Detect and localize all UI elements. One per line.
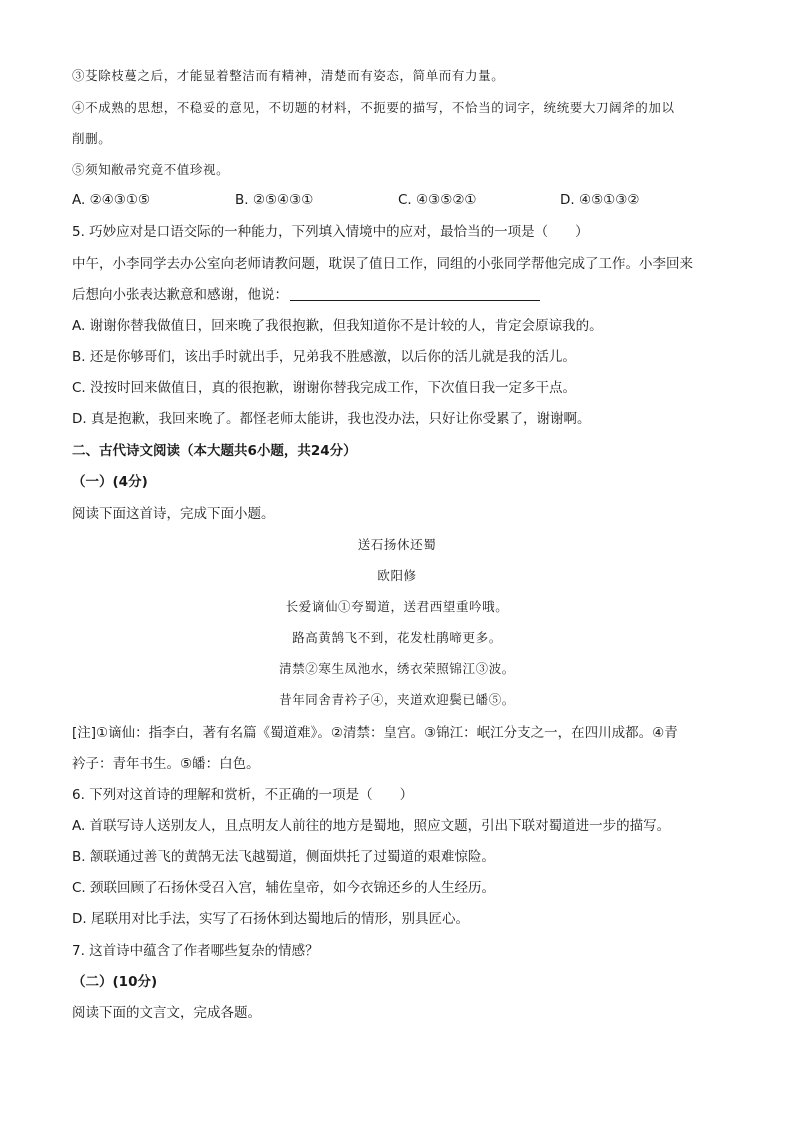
answer-blank [290, 286, 540, 301]
q4-option-c: C. ④③⑤②① [398, 192, 477, 208]
section-2-heading: 二、古代诗文阅读（本大题共6小题，共24分） [72, 443, 357, 459]
q7-stem: 7. 这首诗中蕴含了作者哪些复杂的情感？ [72, 943, 319, 959]
part-2-instruction: 阅读下面的文言文，完成各题。 [72, 1005, 261, 1021]
q6-option-b: B. 颔联通过善飞的黄鹄无法飞越蜀道，侧面烘托了过蜀道的艰难惊险。 [72, 849, 495, 865]
q5-context-line2: 后想向小张表达歉意和感谢，他说： [72, 285, 540, 305]
q4-option-b: B. ②⑤④③① [235, 192, 314, 208]
notes-line2: 衿子：青年书生。⑤皤：白色。 [72, 756, 260, 772]
poem-title: 送石扬休还蜀 [357, 537, 437, 552]
part-1-heading: （一）(4分) [72, 474, 148, 490]
part-2-heading: （二）(10分) [72, 974, 158, 990]
q6-option-a: A. 首联写诗人送别友人，且点明友人前往的地方是蜀地，照应文题，引出下联对蜀道进一步的描写。 [72, 818, 671, 834]
q4-item-3: ③芟除枝蔓之后，才能显着整洁而有精神，清楚而有姿态，简单而有力量。 [72, 68, 505, 83]
q4-item-4-line2: 削删。 [72, 131, 112, 146]
poem-line-1: 长爱谪仙①夸蜀道，送君西望重吟哦。 [285, 599, 509, 614]
q4-item-4-line1: ④不成熟的思想，不稳妥的意见，不切题的材料，不扼要的描写，不恰当的词字，统统要大刀阔斧的加以 [72, 100, 675, 115]
q4-options [72, 190, 732, 210]
q4-item-5: ⑤须知敝帚究竟不值珍视。 [72, 162, 230, 177]
notes-line1: [注]①谪仙：指李白，著有名篇《蜀道难》。②清禁：皇宫。③锦江：岷江分支之一，在四川成都。④青 [72, 725, 678, 741]
q5-context-line1: 中午，小李同学去办公室向老师请教问题，耽误了值日工作，同组的小张同学帮他完成了工作。小李回来 [72, 256, 693, 272]
q6-stem: 6. 下列对这首诗的理解和赏析，不正确的一项是（ ） [72, 787, 414, 803]
q6-option-c: C. 颈联回顾了石扬休受召入宫，辅佐皇帝，如今衣锦还乡的人生经历。 [72, 880, 496, 896]
q6-option-d: D. 尾联用对比手法，实写了石扬休到达蜀地后的情形，别具匠心。 [72, 911, 469, 927]
q5-option-d: D. 真是抱歉，我回来晚了。都怪老师太能讲，我也没办法，只好让你受累了，谢谢啊。 [72, 411, 591, 427]
q5-option-c: C. 没按时回来做值日，真的很抱歉，谢谢你替我完成工作，下次值日我一定多干点。 [72, 380, 577, 396]
poem-line-2: 路高黄鹄飞不到，花发杜鹃啼更多。 [292, 630, 502, 645]
q4-option-d: D. ④⑤①③② [560, 192, 640, 208]
part-1-instruction: 阅读下面这首诗，完成下面小题。 [72, 506, 275, 522]
poem-line-3: 清禁②寒生凤池水，绣衣荣照锦江③波。 [279, 661, 515, 676]
poem-author: 欧阳修 [377, 568, 417, 583]
q4-option-a: A. ②④③①⑤ [72, 192, 151, 208]
q5-stem: 5. 巧妙应对是口语交际的一种能力，下列填入情境中的应对，最恰当的一项是（ ） [72, 224, 589, 240]
q5-option-a: A. 谢谢你替我做值日，回来晚了我很抱歉，但我知道你不是计较的人，肯定会原谅我的。 [72, 318, 603, 334]
q5-option-b: B. 还是你够哥们，该出手时就出手，兄弟我不胜感激，以后你的活儿就是我的活儿。 [72, 349, 576, 365]
poem-line-4: 昔年同舍青衿子④，夹道欢迎鬓已皤⑤。 [279, 692, 515, 707]
